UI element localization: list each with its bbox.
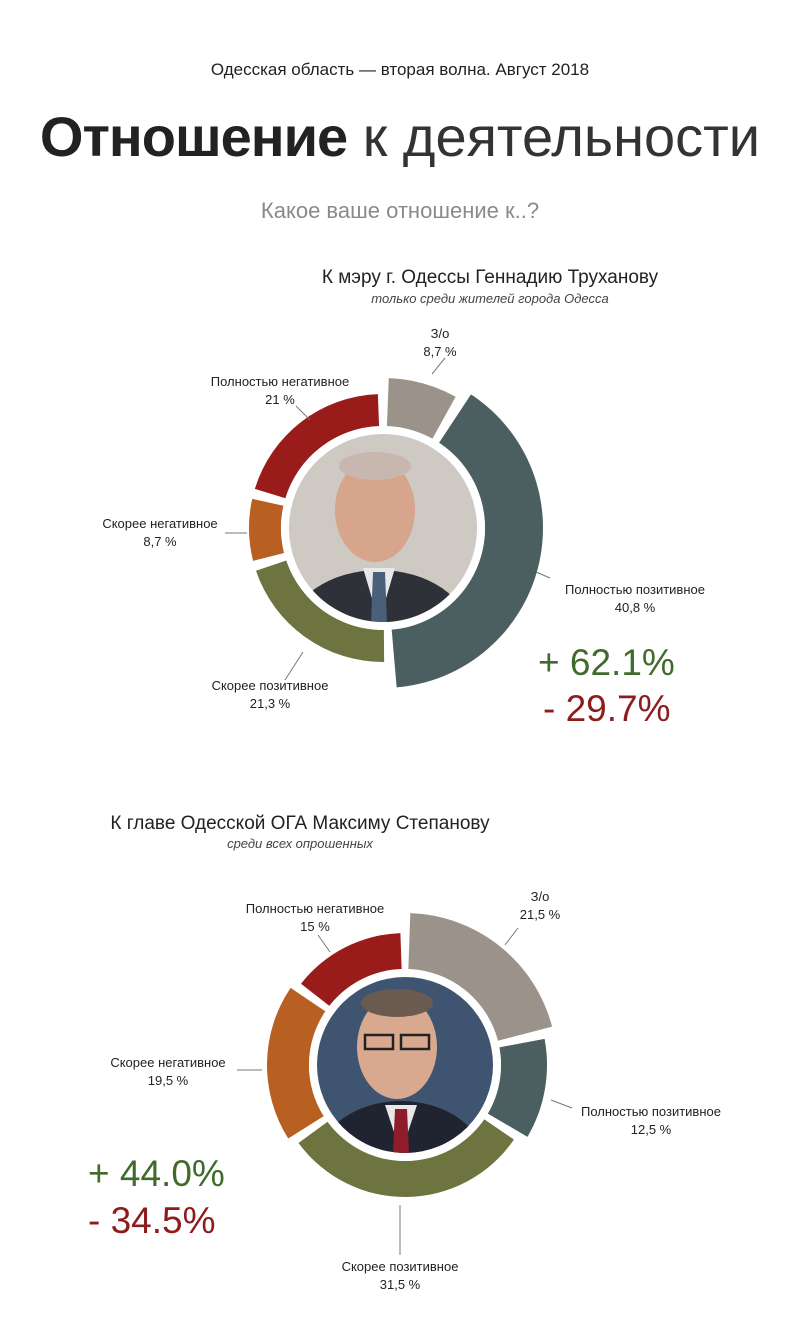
- slice-name: Скорее позитивное: [211, 678, 329, 693]
- page-title-bold: Отношение: [39, 105, 348, 168]
- chart-2-title: К главе Одесской ОГА Максиму Степанову: [110, 813, 490, 834]
- donut-2-leader-fully-negative: [318, 935, 330, 952]
- donut-2-leader-no-answer: [505, 928, 518, 945]
- chart-1-negative-total: - 29.7%: [543, 688, 671, 729]
- slice-name: Скорее негативное: [102, 516, 218, 531]
- chart-2-label-fully-negative: [230, 900, 400, 936]
- slice-value: 40,8 %: [614, 600, 656, 615]
- slice-value: 8,7 %: [423, 344, 457, 359]
- slice-name: Полностью негативное: [210, 374, 350, 389]
- chart-1-note: только среди жителей города Одесса: [371, 291, 609, 306]
- slice-name: З/о: [530, 889, 550, 904]
- slice-name: Скорее негативное: [110, 1055, 226, 1070]
- slice-name: Полностью позитивное: [565, 582, 705, 597]
- survey-subtitle: Одесская область — вторая волна. Август 2018: [210, 60, 590, 79]
- chart-2-note: среди всех опрошенных: [227, 836, 373, 851]
- chart-2-label-no-answer: [500, 888, 580, 924]
- chart-2-label-fully-positive: [566, 1103, 736, 1139]
- slice-value: 8,7 %: [143, 534, 177, 549]
- page-title-light: к деятельности: [362, 105, 761, 168]
- slice-value: 21 %: [265, 392, 295, 407]
- chart-2-negative-total: - 34.5%: [88, 1200, 216, 1241]
- slice-value: 21,3 %: [249, 696, 291, 711]
- chart-2-label-rather-positive: [320, 1258, 480, 1294]
- slice-name: Скорее позитивное: [341, 1259, 459, 1274]
- slice-name: Полностью позитивное: [581, 1104, 721, 1119]
- slice-name: З/о: [430, 326, 450, 341]
- slice-name: Полностью негативное: [245, 901, 385, 916]
- chart-1-title: К мэру г. Одессы Геннадию Труханову: [321, 267, 659, 288]
- slice-value: 21,5 %: [519, 907, 561, 922]
- slice-value: 12,5 %: [630, 1122, 672, 1137]
- slice-value: 19,5 %: [147, 1073, 189, 1088]
- slice-value: 15 %: [300, 919, 330, 934]
- survey-question: Какое ваше отношение к..?: [260, 198, 540, 223]
- slice-value: 31,5 %: [379, 1277, 421, 1292]
- chart-1-positive-total: + 62.1%: [538, 642, 675, 683]
- chart-2-label-rather-negative: [88, 1054, 248, 1090]
- chart-2-positive-total: + 44.0%: [88, 1153, 225, 1194]
